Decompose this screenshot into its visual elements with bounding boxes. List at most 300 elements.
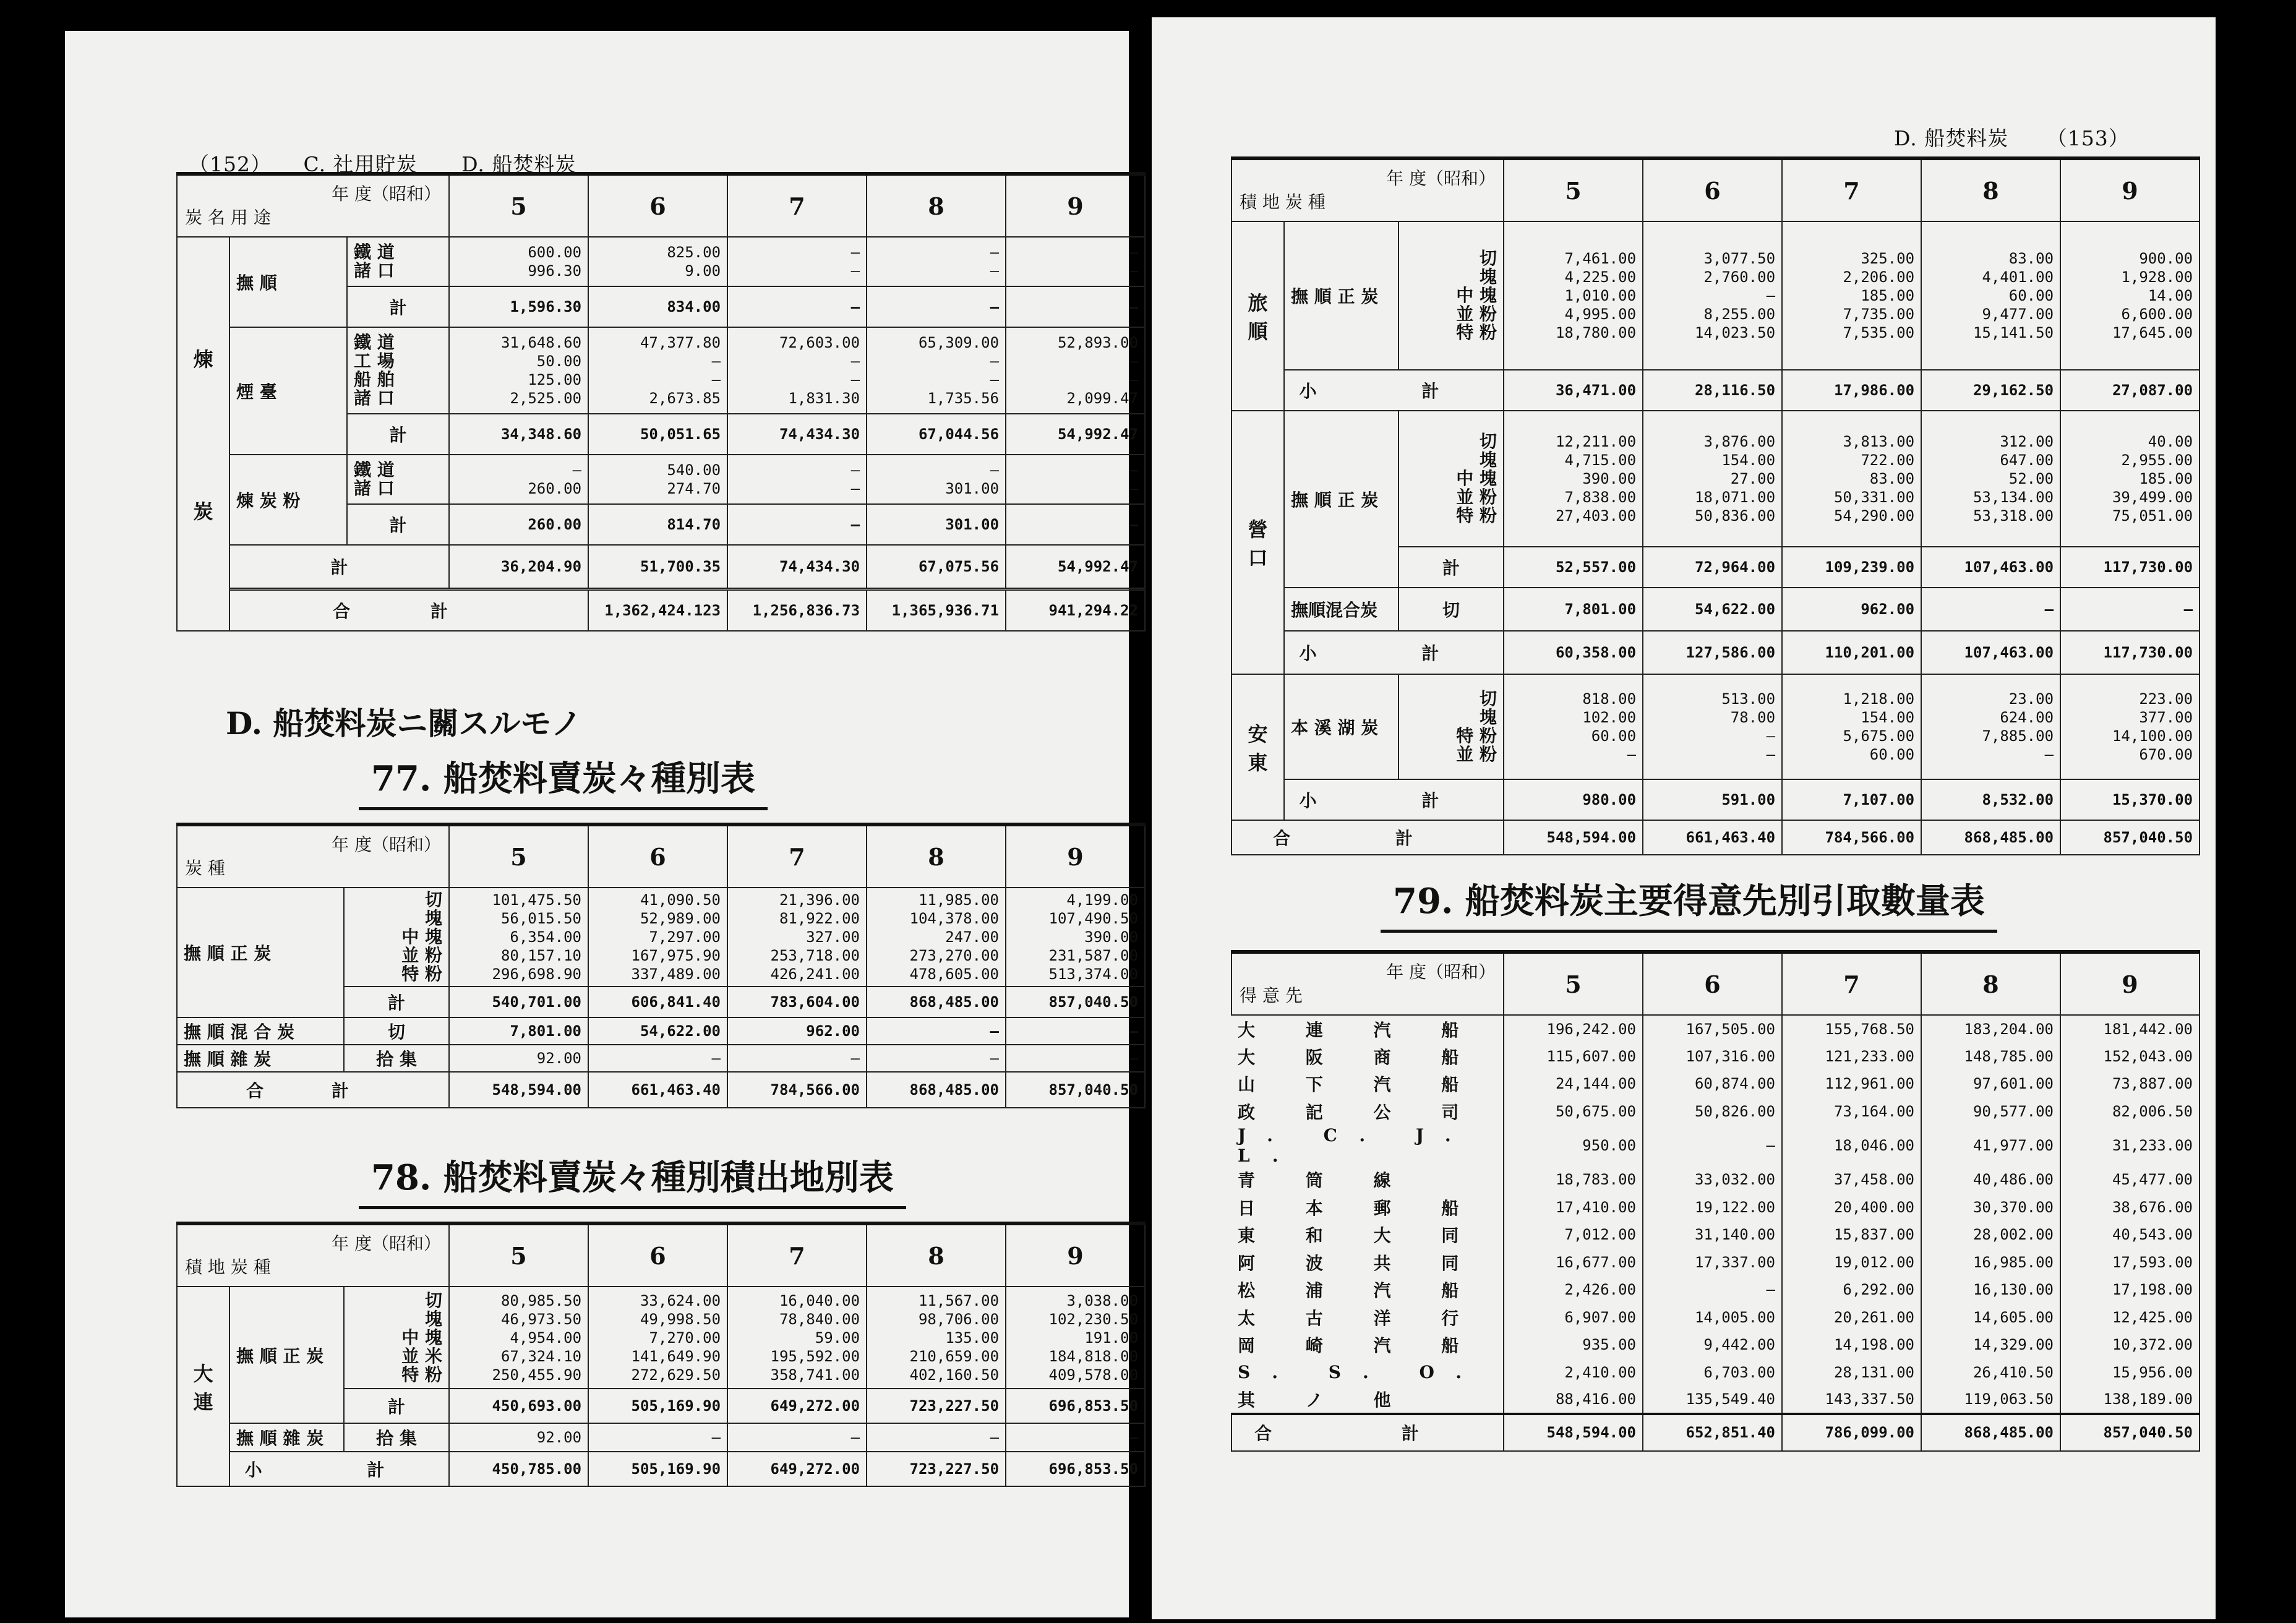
data-cell: — [867, 1045, 1006, 1072]
data-cell: 325.00 2,206.00 185.00 7,735.00 7,535.00 [1782, 221, 1921, 370]
sub-label: 煉 炭 粉 [229, 455, 347, 545]
data-cell: 54,622.00 [1643, 588, 1782, 631]
data-cell: — [867, 1017, 1006, 1045]
data-cell: 7,461.00 4,225.00 1,010.00 4,995.00 18,780.00 [1504, 221, 1643, 370]
year-col-header: 7 [727, 824, 867, 888]
total-cell: 301.00 [867, 504, 1006, 545]
year-col-header: 9 [1006, 824, 1145, 888]
data-cell: 11,567.00 98,706.00 135.00 210,659.00 402,160.50 [867, 1287, 1006, 1389]
total-cell: 540,701.00 [449, 987, 588, 1017]
grand-total-cell: 941,294.22 [1006, 590, 1145, 631]
customer-name: 阿 波 共 同 [1232, 1249, 1504, 1277]
grand-total-cell: 868,485.00 [1921, 820, 2060, 855]
page-number: （152） [189, 152, 272, 176]
data-cell: 17,337.00 [1643, 1249, 1782, 1277]
total-cell: 868,485.00 [867, 987, 1006, 1017]
grand-total-cell: 1,362,424.123 [588, 590, 727, 631]
subtotal-cell: 7,107.00 [1782, 779, 1921, 820]
year-col-header: 8 [867, 174, 1006, 237]
data-cell: 28,131.00 [1782, 1359, 1921, 1387]
year-col-header: 9 [1006, 174, 1145, 237]
grand-total-cell: 661,463.40 [1643, 820, 1782, 855]
sub-label: 撫 順 [229, 237, 347, 327]
table-corner-header: 年 度（昭和） 炭 種 [177, 824, 449, 888]
coal-type-label: 撫順混合炭 [1284, 588, 1399, 631]
coal-type-label: 撫 順 混 合 炭 [177, 1017, 344, 1045]
data-cell: 138,189.00 [2060, 1386, 2200, 1414]
data-cell: 513.00 78.00 — — [1643, 674, 1782, 779]
data-cell: 21,396.00 81,922.00 327.00 253,718.00 426,241.00 [727, 888, 867, 987]
data-cell: 7,801.00 [1504, 588, 1643, 631]
data-cell: 47,377.80 — — 2,673.85 [588, 327, 727, 414]
total-label: 計 [347, 504, 449, 545]
data-cell: 2,410.00 [1504, 1359, 1643, 1387]
data-cell: 135,549.40 [1643, 1386, 1782, 1414]
data-cell: 83.00 4,401.00 60.00 9,477.00 15,141.50 [1921, 221, 2060, 370]
table-corner-header: 年 度（昭和） 積 地 炭 種 [177, 1223, 449, 1287]
total-cell: 74,434.30 [727, 414, 867, 455]
grand-total-cell: 548,594.00 [1504, 1414, 1643, 1451]
data-cell: 119,063.50 [1921, 1386, 2060, 1414]
data-cell: 26,410.50 [1921, 1359, 2060, 1387]
subtotal-cell: 27,087.00 [2060, 370, 2200, 411]
subtotal-cell: 980.00 [1504, 779, 1643, 820]
data-cell: — [1006, 1017, 1145, 1045]
customer-rows [1232, 1015, 2200, 1414]
data-cell: 962.00 [1782, 588, 1921, 631]
use-label: 切 [1399, 588, 1504, 631]
data-cell: 50,826.00 [1643, 1098, 1782, 1126]
total-label: 計 [344, 1389, 449, 1423]
table-corner-header: 年 度（昭和） 炭 名 用 途 [177, 174, 449, 237]
data-cell: 41,090.50 52,989.00 7,297.00 167,975.90 337,489.00 [588, 888, 727, 987]
total-cell: — [1006, 286, 1145, 327]
grand-total-label: 合 計 [1232, 1414, 1504, 1451]
year-col-header: 7 [1782, 952, 1921, 1015]
total-cell: — [867, 286, 1006, 327]
grand-total-cell: 857,040.50 [2060, 820, 2200, 855]
data-cell: — — [867, 237, 1006, 286]
data-cell: 37,458.00 [1782, 1166, 1921, 1194]
table-77 [176, 823, 1146, 1108]
data-cell: 16,677.00 [1504, 1249, 1643, 1277]
year-col-header: 5 [449, 1223, 588, 1287]
data-cell: 14,329.00 [1921, 1331, 2060, 1359]
data-cell: 14,198.00 [1782, 1331, 1921, 1359]
grand-total-cell: 548,594.00 [449, 1072, 588, 1108]
data-cell: 14,605.00 [1921, 1304, 2060, 1332]
data-cell: 115,607.00 [1504, 1043, 1643, 1071]
group-label: 煉 炭 [177, 237, 229, 631]
data-cell: 82,006.50 [2060, 1098, 2200, 1126]
data-cell: — [1643, 1276, 1782, 1304]
use-label: 拾 集 [344, 1423, 449, 1452]
total-cell: 34,348.60 [449, 414, 588, 455]
data-cell: — [867, 1423, 1006, 1452]
place-label: 旅 順 [1232, 221, 1284, 411]
use-labels: 切 塊 中 塊 並 粉 特 粉 [1399, 221, 1504, 370]
use-labels: 切 塊 特 粉 並 粉 [1399, 674, 1504, 779]
grand-total-cell: 548,594.00 [1504, 820, 1643, 855]
grand-total-cell: 652,851.40 [1643, 1414, 1782, 1451]
subtotal-label: 小 計 [229, 1452, 449, 1486]
place-label: 大 連 [177, 1287, 229, 1486]
subtotal-cell: 117,730.00 [2060, 631, 2200, 674]
group-total-label: 計 [229, 545, 449, 588]
total-cell: — [1006, 504, 1145, 545]
data-cell: 50,675.00 [1504, 1098, 1643, 1126]
coal-type-label: 撫 順 雜 炭 [229, 1423, 344, 1452]
data-cell: 38,676.00 [2060, 1194, 2200, 1222]
coal-type-label: 撫 順 雜 炭 [177, 1045, 344, 1072]
year-col-header: 8 [1921, 158, 2060, 221]
group-total-cell: 67,075.56 [867, 545, 1006, 588]
data-cell: 17,410.00 [1504, 1194, 1643, 1222]
data-cell: 9,442.00 [1643, 1331, 1782, 1359]
coal-type-label: 撫 順 正 炭 [1284, 411, 1399, 588]
table-79 [1231, 950, 2200, 1452]
total-cell: 505,169.90 [588, 1389, 727, 1423]
subtotal-cell: 450,785.00 [449, 1452, 588, 1486]
total-cell: 52,557.00 [1504, 547, 1643, 588]
data-cell: 20,400.00 [1782, 1194, 1921, 1222]
data-cell: 16,130.00 [1921, 1276, 2060, 1304]
use-label: 切 [344, 1017, 449, 1045]
table-row [1232, 1015, 2200, 1043]
data-cell: 90,577.00 [1921, 1098, 2060, 1126]
subtotal-cell: 107,463.00 [1921, 631, 2060, 674]
data-cell: 7,801.00 [449, 1017, 588, 1045]
data-cell: 6,907.00 [1504, 1304, 1643, 1332]
subtotal-cell: 29,162.50 [1921, 370, 2060, 411]
total-label: 計 [344, 987, 449, 1017]
data-cell: 12,425.00 [2060, 1304, 2200, 1332]
table-row [1232, 1070, 2200, 1098]
subtotal-cell: 36,471.00 [1504, 370, 1643, 411]
data-cell: 92.00 [449, 1045, 588, 1072]
data-cell: 30,370.00 [1921, 1194, 2060, 1222]
grand-total-cell: 784,566.00 [727, 1072, 867, 1108]
table-77-title: 77. 船焚料賣炭々種別表 [359, 752, 768, 810]
total-cell: 857,040.50 [1006, 987, 1145, 1017]
data-cell: — [1006, 1045, 1145, 1072]
data-cell: 3,038.00 102,230.50 191.00 184,818.00 409,578.00 [1006, 1287, 1145, 1389]
customer-name: 松 浦 汽 船 [1232, 1276, 1504, 1304]
table-row [1232, 1304, 2200, 1332]
year-col-header: 7 [1782, 158, 1921, 221]
data-cell: 65,309.00 — — 1,735.56 [867, 327, 1006, 414]
customer-name: 其 ノ 他 [1232, 1386, 1504, 1414]
total-cell: 67,044.56 [867, 414, 1006, 455]
subtotal-cell: 127,586.00 [1643, 631, 1782, 674]
data-cell: 28,002.00 [1921, 1221, 2060, 1249]
customer-name: 青 筒 線 [1232, 1166, 1504, 1194]
grand-total-cell: 857,040.50 [1006, 1072, 1145, 1108]
subtotal-cell: 723,227.50 [867, 1452, 1006, 1486]
year-col-header: 6 [588, 824, 727, 888]
subtotal-label: 小 計 [1284, 370, 1504, 411]
grand-total-cell: 784,566.00 [1782, 820, 1921, 855]
total-cell: 696,853.50 [1006, 1389, 1145, 1423]
data-cell: 155,768.50 [1782, 1015, 1921, 1043]
data-cell: 18,046.00 [1782, 1125, 1921, 1166]
header-section: D. 船焚料炭 [1894, 126, 2009, 150]
table-row [1232, 1249, 2200, 1277]
subtotal-cell: 8,532.00 [1921, 779, 2060, 820]
data-cell: — — [727, 455, 867, 504]
total-cell: 260.00 [449, 504, 588, 545]
grand-total-cell: 868,485.00 [1921, 1414, 2060, 1451]
data-cell: — [2060, 588, 2200, 631]
grand-total-label: 合 計 [1232, 820, 1504, 855]
subtotal-cell: 60,358.00 [1504, 631, 1643, 674]
data-cell: 4,199.00 107,490.50 390.00 231,587.00 513,374.00 [1006, 888, 1145, 987]
total-cell: — [727, 286, 867, 327]
subtotal-label: 小 計 [1284, 779, 1504, 820]
data-cell: 935.00 [1504, 1331, 1643, 1359]
data-cell: 2,426.00 [1504, 1276, 1643, 1304]
grand-total-cell: 786,099.00 [1782, 1414, 1921, 1451]
data-cell: 31,233.00 [2060, 1125, 2200, 1166]
left-page [65, 31, 1139, 1617]
data-cell: 112,961.00 [1782, 1070, 1921, 1098]
data-cell: — [588, 1423, 727, 1452]
customer-name: 東 和 大 同 [1232, 1221, 1504, 1249]
data-cell: — [1643, 1125, 1782, 1166]
data-cell: 16,040.00 78,840.00 59.00 195,592.00 358,741.00 [727, 1287, 867, 1389]
customer-name: 大 連 汽 船 [1232, 1015, 1504, 1043]
data-cell: 962.00 [727, 1017, 867, 1045]
data-cell: 92.00 [449, 1423, 588, 1452]
total-cell: 834.00 [588, 286, 727, 327]
data-cell: 88,416.00 [1504, 1386, 1643, 1414]
subtotal-cell: 110,201.00 [1782, 631, 1921, 674]
data-cell: 600.00 996.30 [449, 237, 588, 286]
header-section-d: D. 船焚料炭 [461, 152, 576, 176]
total-cell: 50,051.65 [588, 414, 727, 455]
year-col-header: 7 [727, 1223, 867, 1287]
table-row [1232, 1043, 2200, 1071]
customer-name: J. C. J. L. [1232, 1125, 1504, 1166]
data-cell: 15,837.00 [1782, 1221, 1921, 1249]
data-cell: — — [1006, 455, 1145, 504]
grand-total-label: 合 計 [229, 590, 588, 631]
table-79-title: 79. 船焚料炭主要得意先別引取數量表 [1381, 874, 1997, 933]
customer-name: 岡 崎 汽 船 [1232, 1331, 1504, 1359]
right-running-header [1894, 122, 2130, 152]
coal-type-label: 撫 順 正 炭 [1284, 221, 1399, 370]
header-section-c: C. 社用貯炭 [303, 152, 418, 176]
data-cell: 31,140.00 [1643, 1221, 1782, 1249]
data-cell: 15,956.00 [2060, 1359, 2200, 1387]
data-cell: — — [1006, 237, 1145, 286]
grand-total-cell: 1,256,836.73 [727, 590, 867, 631]
data-cell: 33,032.00 [1643, 1166, 1782, 1194]
section-d-title: D. 船焚料炭ニ關スルモノ [226, 705, 582, 742]
total-cell: — [727, 504, 867, 545]
data-cell: 40.00 2,955.00 185.00 39,499.00 75,051.00 [2060, 411, 2200, 547]
total-label: 計 [347, 286, 449, 327]
data-cell: — [588, 1045, 727, 1072]
data-cell: — 301.00 [867, 455, 1006, 504]
table-row [1232, 1125, 2200, 1166]
data-cell: 143,337.50 [1782, 1386, 1921, 1414]
group-total-cell: 74,434.30 [727, 545, 867, 588]
data-cell: 20,261.00 [1782, 1304, 1921, 1332]
data-cell: 312.00 647.00 52.00 53,134.00 53,318.00 [1921, 411, 2060, 547]
customer-name: 山 下 汽 船 [1232, 1070, 1504, 1098]
table-78-continued [1231, 156, 2200, 855]
data-cell: 825.00 9.00 [588, 237, 727, 286]
customer-name: 日 本 郵 船 [1232, 1194, 1504, 1222]
year-col-header: 9 [2060, 158, 2200, 221]
total-cell: 54,992.47 [1006, 414, 1145, 455]
data-cell: 3,876.00 154.00 27.00 18,071.00 50,836.00 [1643, 411, 1782, 547]
total-cell: 783,604.00 [727, 987, 867, 1017]
data-cell: 148,785.00 [1921, 1043, 2060, 1071]
subtotal-cell: 649,272.00 [727, 1452, 867, 1486]
data-cell: 167,505.00 [1643, 1015, 1782, 1043]
data-cell: 24,144.00 [1504, 1070, 1643, 1098]
use-labels: 切 塊 中 塊 並 米 特 粉 [344, 1287, 449, 1389]
total-label: 計 [347, 414, 449, 455]
data-cell: — [1006, 1423, 1145, 1452]
data-cell: 101,475.50 56,015.50 6,354.00 80,157.10 296,698.90 [449, 888, 588, 987]
total-cell: 1,596.30 [449, 286, 588, 327]
data-cell: 14,005.00 [1643, 1304, 1782, 1332]
subtotal-cell: 15,370.00 [2060, 779, 2200, 820]
data-cell: 23.00 624.00 7,885.00 — [1921, 674, 2060, 779]
data-cell: 17,198.00 [2060, 1276, 2200, 1304]
place-label: 安 東 [1232, 674, 1284, 820]
data-cell: 196,242.00 [1504, 1015, 1643, 1043]
subtotal-cell: 505,169.90 [588, 1452, 727, 1486]
year-col-header: 8 [1921, 952, 2060, 1015]
data-cell: 183,204.00 [1921, 1015, 2060, 1043]
total-cell: 107,463.00 [1921, 547, 2060, 588]
data-cell: 11,985.00 104,378.00 247.00 273,270.00 478,605.00 [867, 888, 1006, 987]
data-cell: 33,624.00 49,998.50 7,270.00 141,649.90 272,629.50 [588, 1287, 727, 1389]
grand-total-cell: 857,040.50 [2060, 1414, 2200, 1451]
data-cell: — 260.00 [449, 455, 588, 504]
grand-total-cell: 1,365,936.71 [867, 590, 1006, 631]
data-cell: — — [727, 237, 867, 286]
grand-total-cell: 661,463.40 [588, 1072, 727, 1108]
data-cell: 3,077.50 2,760.00 — 8,255.00 14,023.50 [1643, 221, 1782, 370]
total-cell: 109,239.00 [1782, 547, 1921, 588]
customer-name: 政 記 公 司 [1232, 1098, 1504, 1126]
grand-total-label: 合 計 [177, 1072, 449, 1108]
use-labels: 鐵 道 工 場 船 舶 諸 口 [347, 327, 449, 414]
page-number: （153） [2046, 126, 2130, 150]
data-cell: 60,874.00 [1643, 1070, 1782, 1098]
data-cell: 152,043.00 [2060, 1043, 2200, 1071]
data-cell: 818.00 102.00 60.00 — [1504, 674, 1643, 779]
year-col-header: 5 [1504, 952, 1643, 1015]
year-col-header: 5 [1504, 158, 1643, 221]
data-cell: 97,601.00 [1921, 1070, 2060, 1098]
data-cell: 40,486.00 [1921, 1166, 2060, 1194]
subtotal-label: 小 計 [1284, 631, 1504, 674]
table-78 [176, 1222, 1146, 1487]
use-labels: 切 塊 中 塊 並 粉 特 粉 [344, 888, 449, 987]
data-cell: 181,442.00 [2060, 1015, 2200, 1043]
data-cell: 6,703.00 [1643, 1359, 1782, 1387]
table-row [1232, 1331, 2200, 1359]
data-cell: 3,813.00 722.00 83.00 50,331.00 54,290.00 [1782, 411, 1921, 547]
table-corner-header: 年 度（昭和） 積 地 炭 種 [1232, 158, 1504, 221]
year-col-header: 9 [2060, 952, 2200, 1015]
year-col-header: 6 [588, 174, 727, 237]
data-cell: 73,887.00 [2060, 1070, 2200, 1098]
total-cell: 814.70 [588, 504, 727, 545]
coal-type-label: 本 溪 湖 炭 [1284, 674, 1399, 779]
total-cell: 117,730.00 [2060, 547, 2200, 588]
subtotal-cell: 28,116.50 [1643, 370, 1782, 411]
table-row [1232, 1194, 2200, 1222]
use-label: 拾 集 [344, 1045, 449, 1072]
subtotal-cell: 696,853.50 [1006, 1452, 1145, 1486]
data-cell: 950.00 [1504, 1125, 1643, 1166]
data-cell: 40,543.00 [2060, 1221, 2200, 1249]
table-row [1232, 1386, 2200, 1414]
use-labels: 切 塊 中 塊 並 粉 特 粉 [1399, 411, 1504, 547]
year-col-header: 8 [867, 1223, 1006, 1287]
data-cell: 19,012.00 [1782, 1249, 1921, 1277]
grand-total-cell: 868,485.00 [867, 1072, 1006, 1108]
year-col-header: 9 [1006, 1223, 1145, 1287]
table-78-title: 78. 船焚料賣炭々種別積出地別表 [359, 1150, 906, 1209]
use-labels: 鐵 道 諸 口 [347, 455, 449, 504]
coal-usage-table [176, 172, 1146, 632]
year-col-header: 8 [867, 824, 1006, 888]
total-cell: 450,693.00 [449, 1389, 588, 1423]
year-col-header: 6 [588, 1223, 727, 1287]
data-cell: 18,783.00 [1504, 1166, 1643, 1194]
subtotal-cell: 591.00 [1643, 779, 1782, 820]
data-cell: 72,603.00 — — 1,831.30 [727, 327, 867, 414]
data-cell: 80,985.50 46,973.50 4,954.00 67,324.10 250,455.90 [449, 1287, 588, 1389]
total-cell: 723,227.50 [867, 1389, 1006, 1423]
data-cell: 107,316.00 [1643, 1043, 1782, 1071]
coal-type-label: 撫 順 正 炭 [177, 888, 344, 1017]
data-cell: 52,893.00 — — 2,099.47 [1006, 327, 1145, 414]
total-cell: 606,841.40 [588, 987, 727, 1017]
year-col-header: 5 [449, 824, 588, 888]
group-total-cell: 51,700.35 [588, 545, 727, 588]
data-cell: 16,985.00 [1921, 1249, 2060, 1277]
total-cell: 649,272.00 [727, 1389, 867, 1423]
data-cell: 54,622.00 [588, 1017, 727, 1045]
data-cell: 31,648.60 50.00 125.00 2,525.00 [449, 327, 588, 414]
data-cell: 6,292.00 [1782, 1276, 1921, 1304]
data-cell: 1,218.00 154.00 5,675.00 60.00 [1782, 674, 1921, 779]
data-cell: 41,977.00 [1921, 1125, 2060, 1166]
right-page [1152, 17, 2216, 1619]
year-col-header: 6 [1643, 158, 1782, 221]
total-label: 計 [1399, 547, 1504, 588]
customer-name: 太 古 洋 行 [1232, 1304, 1504, 1332]
data-cell: 17,593.00 [2060, 1249, 2200, 1277]
place-label: 營 口 [1232, 411, 1284, 674]
data-cell: 540.00 274.70 [588, 455, 727, 504]
data-cell: 73,164.00 [1782, 1098, 1921, 1126]
year-col-header: 5 [449, 174, 588, 237]
table-row [1232, 1359, 2200, 1387]
table-row [1232, 1276, 2200, 1304]
data-cell: 7,012.00 [1504, 1221, 1643, 1249]
data-cell: 45,477.00 [2060, 1166, 2200, 1194]
